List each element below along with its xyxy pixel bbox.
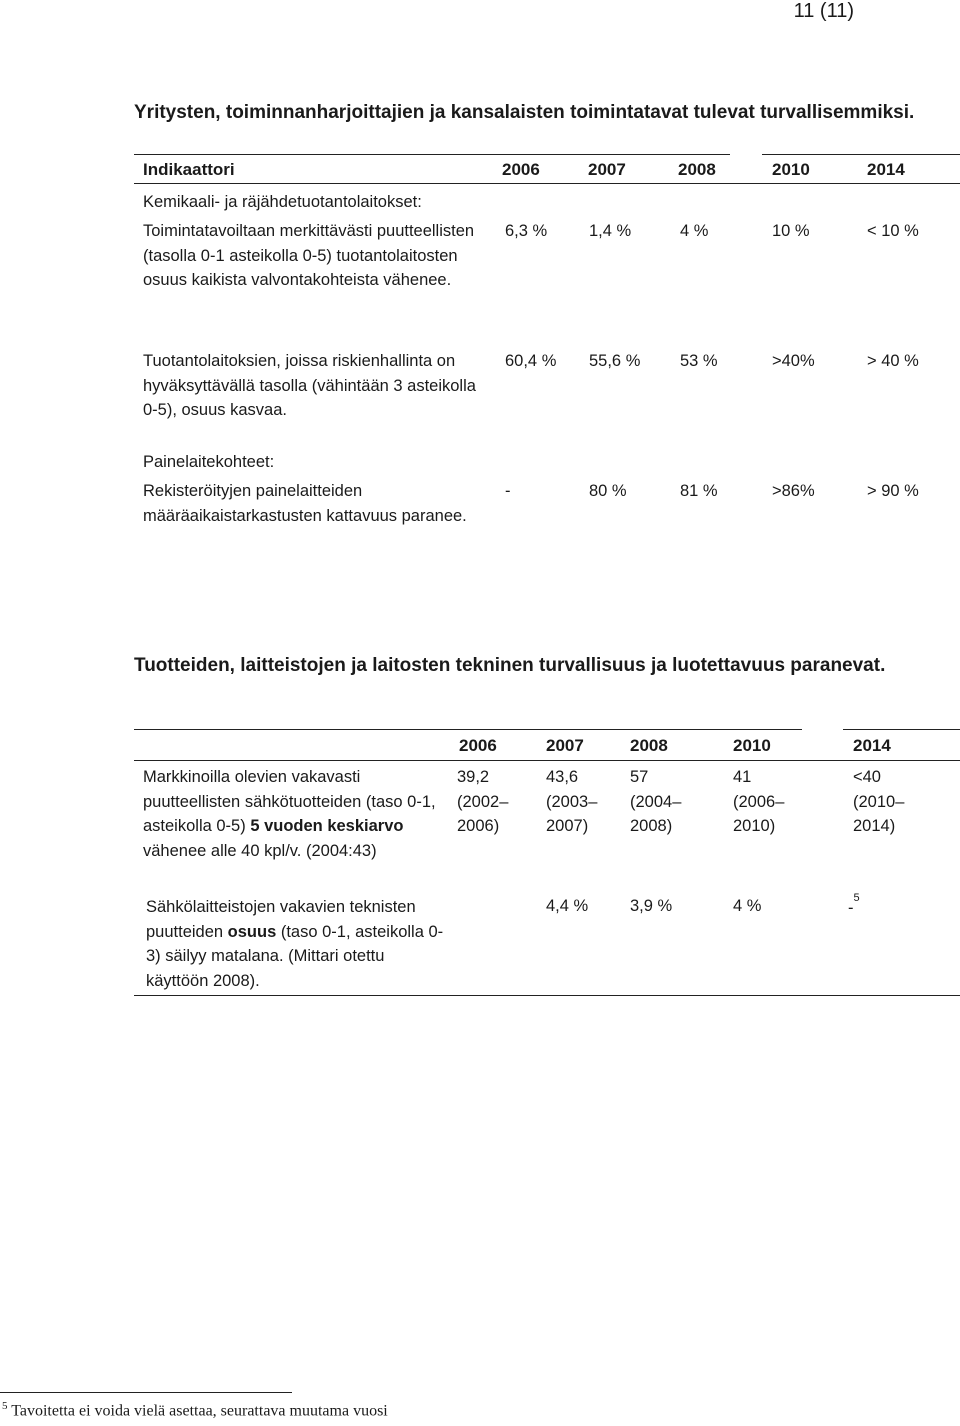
year-header-2014: 2014 <box>867 160 905 179</box>
footnote-text: Tavoitetta ei voida vielä asettaa, seurattava muutama vuosi <box>11 1402 388 1420</box>
section-1-heading: Yritysten, toiminnanharjoittajien ja kansalaisten toimintatavat tulevat turvallisemmiksi. <box>134 102 915 123</box>
t2-value-r2-2014 <box>848 892 860 917</box>
value-r3-2008: 81 % <box>680 482 718 500</box>
value-r3-2014: > 90 % <box>867 482 919 500</box>
t2-year-header-2007: 2007 <box>546 736 584 755</box>
year-header-2007: 2007 <box>588 160 626 179</box>
t2-year-header-2014: 2014 <box>853 736 891 755</box>
value-r2-2010: >40% <box>772 352 815 370</box>
t2-row1-text-post: vähenee alle 40 kpl/v. (2004:43) <box>143 841 377 860</box>
group-label-chemical: Kemikaali- ja räjähdetuotantolaitokset: <box>143 193 422 211</box>
t2-row2-text-bold: osuus <box>227 922 277 941</box>
page-number: 11 (11) <box>793 0 854 22</box>
t2-value-r1-2006: 39,2 (2002– 2006) <box>457 768 509 835</box>
footnote-5 <box>2 1400 388 1420</box>
table-2-bottom-rule <box>134 995 960 996</box>
t2-row1-text-pre: Markkinoilla olevien vakavasti puutteellisten sähkötuotteiden (taso 0-1, asteikolla 0-5) <box>143 768 436 835</box>
table-1-top-rule <box>134 154 730 155</box>
section-2-heading: Tuotteiden, laitteistojen ja laitosten tekninen turvallisuus ja luotettavuus paranevat. <box>134 655 886 676</box>
value-r2-2006: 60,4 % <box>505 352 557 370</box>
value-r1-2014: < 10 % <box>867 222 919 240</box>
value-r2-2014: > 40 % <box>867 352 919 370</box>
table-2-top-rule <box>134 729 802 730</box>
group-label-pressure: Painelaitekohteet: <box>143 453 275 471</box>
t2-row1-text-bold: 5 vuoden keskiarvo <box>250 817 404 835</box>
t2-value-r2-2010: 4 % <box>733 897 762 915</box>
indicator-header: Indikaattori <box>143 160 235 179</box>
year-header-2008: 2008 <box>678 160 716 179</box>
footnote-ref-5: 5 <box>853 892 860 904</box>
indicator-row-1: Toimintatavoiltaan merkittävästi puutteellisten (tasolla 0-1 asteikolla 0-5) tuotantolaitosten osuus kaikista valvontakohteista vähenee. <box>143 222 475 289</box>
value-r2-2007: 55,6 % <box>589 352 641 370</box>
t2-year-header-2006: 2006 <box>459 736 497 755</box>
footnote-separator <box>0 1392 292 1393</box>
t2-value-r2-2014-dash: - <box>848 898 854 917</box>
indicator-row-2: Tuotantolaitoksien, joissa riskienhallinta on hyväksyttävällä tasolla (vähintään 3 asteikolla 0-5), osuus kasvaa. <box>143 352 476 419</box>
year-header-2010: 2010 <box>772 160 810 179</box>
t2-value-r2-2008: 3,9 % <box>630 897 673 915</box>
t2-value-r1-2007: 43,6 (2003– 2007) <box>546 768 598 835</box>
t2-value-r1-2008: 57 (2004– 2008) <box>630 768 682 835</box>
indicator-row-3: Rekisteröityjen painelaitteiden määräaikaistarkastusten kattavuus paranee. <box>143 482 467 525</box>
table-2-top-rule-right <box>843 729 960 730</box>
t2-indicator-row-1 <box>143 765 443 863</box>
value-r3-2006: - <box>505 482 511 500</box>
table-1-top-rule-right <box>762 154 960 155</box>
footnote-number: 5 <box>2 1400 8 1412</box>
value-r1-2008: 4 % <box>680 222 709 240</box>
table-1-header-rule <box>134 183 960 184</box>
t2-row2-text-post: (taso 0-1, asteikolla 0-3) säilyy matalana. (Mittari otettu käyttöön 2008). <box>146 922 444 990</box>
value-r1-2007: 1,4 % <box>589 222 632 240</box>
t2-indicator-row-2 <box>146 895 446 993</box>
value-r3-2007: 80 % <box>589 482 627 500</box>
t2-row2-text-pre: Sähkölaitteistojen vakavien teknisten puutteiden <box>146 898 416 941</box>
t2-value-r1-2014: <40 (2010– 2014) <box>853 768 905 835</box>
year-header-2006: 2006 <box>502 160 540 179</box>
t2-year-header-2008: 2008 <box>630 736 668 755</box>
t2-value-r1-2010: 41 (2006– 2010) <box>733 768 785 835</box>
table-2-header-rule <box>134 760 960 761</box>
value-r1-2010: 10 % <box>772 222 810 240</box>
value-r1-2006: 6,3 % <box>505 222 548 240</box>
value-r2-2008: 53 % <box>680 352 718 370</box>
t2-value-r2-2007: 4,4 % <box>546 897 589 915</box>
value-r3-2010: >86% <box>772 482 815 500</box>
t2-year-header-2010: 2010 <box>733 736 771 755</box>
